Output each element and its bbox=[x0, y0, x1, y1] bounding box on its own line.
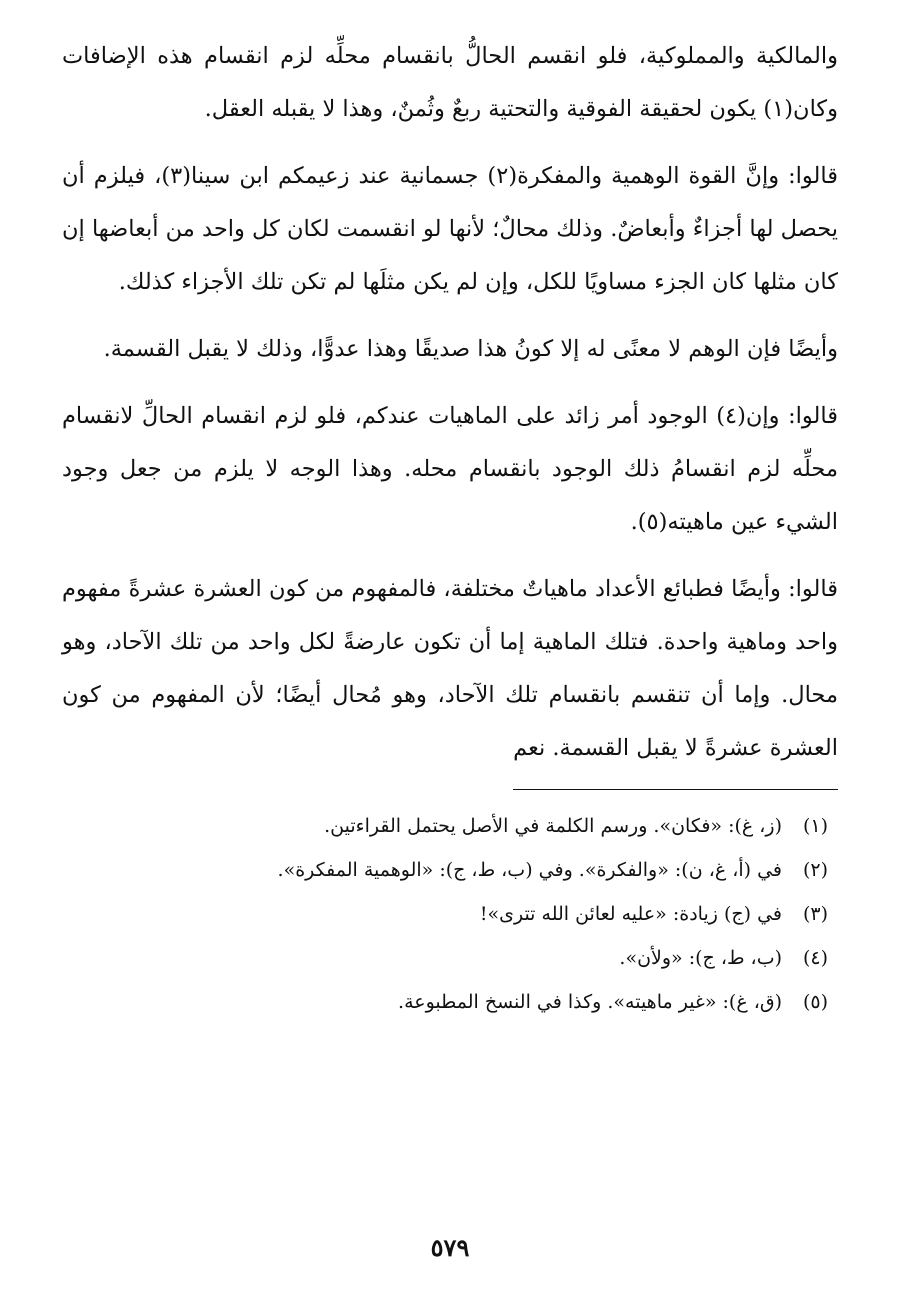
footnote-item bbox=[62, 980, 828, 1024]
footnote-divider bbox=[513, 789, 838, 790]
footnote-number: (٤) bbox=[802, 947, 828, 969]
footnote-text: (ب، ط، ج): «ولأن». bbox=[619, 947, 782, 969]
footnote-text: في (ج) زيادة: «عليه لعائن الله تترى»! bbox=[479, 903, 782, 925]
paragraph: قالوا: وإنَّ القوة الوهمية والمفكرة(٢) جسمانية عند زعيمكم ابن سينا(٣)، فيلزم أن يحصل لها أجزاءٌ وأبعاضٌ. وذلك محالٌ؛ لأنها لو انقسمت لكان كل واحد من أبعاضها إن كان مثلها كان الجزء مساويًا للكل، وإن لم يكن مثلَها لم تكن تلك الأجزاء كذلك. bbox=[62, 163, 838, 295]
page-number: ٥٧٩ bbox=[430, 1233, 470, 1262]
paragraph: قالوا: وإن(٤) الوجود أمر زائد على الماهيات عندكم، فلو لزم انقسام الحالِّ لانقسام محلِّه لزم انقسامُ ذلك الوجود بانقسام محله. وهذا الوجه لا يلزم من جعل وجود الشيء عين ماهيته(٥). bbox=[62, 403, 838, 535]
paragraph: قالوا: وأيضًا فطبائع الأعداد ماهياتٌ مختلفة، فالمفهوم من كون العشرة عشرةً مفهوم واحد وماهية واحدة. فتلك الماهية إما أن تكون عارضةً لكل واحد من تلك الآحاد، وهو محال. وإما أن تنقسم بانقسام تلك الآحاد، وهو مُحال أيضًا؛ لأن المفهوم من كون العشرة عشرةً لا يقبل القسمة. نعم bbox=[62, 576, 838, 761]
footnote-item bbox=[62, 936, 828, 980]
main-text bbox=[62, 30, 838, 775]
footnotes bbox=[62, 804, 838, 1024]
paragraph: والمالكية والمملوكية، فلو انقسم الحالُّ بانقسام محلِّه لزم انقسام هذه الإضافات وكان(١) يكون لحقيقة الفوقية والتحتية ربعٌ وثُمنٌ، وهذا لا يقبله العقل. bbox=[62, 43, 838, 122]
footnote-number: (١) bbox=[802, 815, 828, 837]
footnote-text: (ز، غ): «فكان». ورسم الكلمة في الأصل يحتمل القراءتين. bbox=[324, 815, 782, 837]
footnote-item bbox=[62, 848, 828, 892]
footnote-text: في (أ، غ، ن): «والفكرة». وفي (ب، ط، ج): «الوهمية المفكرة». bbox=[277, 859, 782, 881]
footnote-number: (٥) bbox=[802, 991, 828, 1013]
footnote-number: (٢) bbox=[802, 859, 828, 881]
footnote-item bbox=[62, 892, 828, 936]
footnote-item bbox=[62, 804, 828, 848]
footnote-number: (٣) bbox=[802, 903, 828, 925]
paragraph: وأيضًا فإن الوهم لا معنًى له إلا كونُ هذا صديقًا وهذا عدوًّا، وذلك لا يقبل القسمة. bbox=[103, 336, 838, 362]
footnote-text: (ق، غ): «غير ماهيته». وكذا في النسخ المطبوعة. bbox=[398, 991, 782, 1013]
